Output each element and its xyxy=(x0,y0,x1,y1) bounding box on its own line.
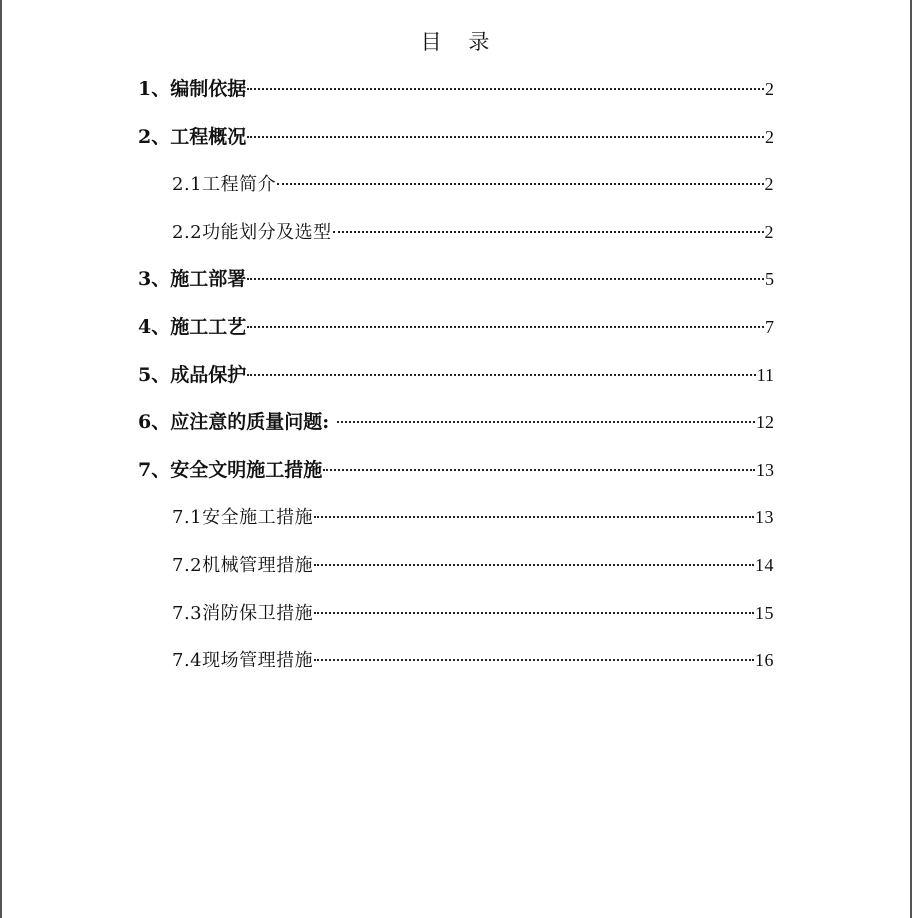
table-of-contents xyxy=(138,72,774,691)
toc-dot-leader xyxy=(314,659,754,661)
toc-entry-page: 7 xyxy=(765,316,774,337)
toc-subentry[interactable] xyxy=(138,643,774,691)
toc-entry[interactable] xyxy=(138,453,774,501)
toc-entry-number: 7、 xyxy=(138,458,171,481)
toc-dot-leader xyxy=(323,469,755,471)
toc-entry-number: 7.2 xyxy=(172,554,203,576)
toc-entry-text: 应注意的质量问题: xyxy=(170,411,336,434)
toc-entry-text: 安全施工措施 xyxy=(202,507,314,529)
toc-entry-text: 机械管理措施 xyxy=(202,554,314,576)
toc-entry-page: 2 xyxy=(764,221,774,242)
toc-entry-page: 2 xyxy=(764,174,774,195)
toc-entry[interactable] xyxy=(138,358,774,406)
toc-subentry[interactable] xyxy=(138,167,774,215)
toc-entry-number: 7.1 xyxy=(172,507,203,529)
toc-title: 目 录 xyxy=(420,30,500,54)
toc-entry-text: 成品保护 xyxy=(170,363,247,386)
page-edge-left xyxy=(0,0,2,918)
toc-entry-text: 工程简介 xyxy=(202,174,277,196)
toc-subentry[interactable] xyxy=(138,548,774,596)
toc-entry-page: 13 xyxy=(755,507,774,528)
toc-entry[interactable] xyxy=(138,310,774,358)
toc-subentry[interactable] xyxy=(138,500,774,548)
toc-dot-leader xyxy=(277,183,763,185)
toc-subentry[interactable] xyxy=(138,215,774,263)
toc-entry-page: 13 xyxy=(756,459,774,480)
toc-entry-page: 2 xyxy=(765,126,774,147)
toc-entry[interactable] xyxy=(138,405,774,453)
toc-dot-leader xyxy=(247,136,764,138)
toc-dot-leader xyxy=(314,516,754,518)
toc-dot-leader xyxy=(333,231,764,233)
toc-entry-text: 编制依据 xyxy=(170,78,247,100)
toc-entry-text: 施工工艺 xyxy=(170,315,247,338)
toc-entry-number: 2.1 xyxy=(172,174,203,196)
toc-entry-page: 15 xyxy=(755,602,774,623)
toc-entry-number: 1、 xyxy=(138,78,171,100)
toc-dot-leader xyxy=(247,374,755,376)
toc-entry[interactable] xyxy=(138,120,774,168)
toc-entry-number: 2、 xyxy=(138,125,171,148)
toc-entry-page: 2 xyxy=(765,79,774,99)
toc-subentry[interactable] xyxy=(138,596,774,644)
toc-entry-number: 6、 xyxy=(138,411,171,434)
toc-entry-text: 现场管理措施 xyxy=(202,650,314,672)
toc-entry-number: 3、 xyxy=(138,268,171,291)
toc-entry-text: 消防保卫措施 xyxy=(202,602,314,624)
toc-dot-leader xyxy=(247,88,764,90)
toc-dot-leader xyxy=(314,612,754,614)
toc-entry-number: 4、 xyxy=(138,315,171,338)
toc-dot-leader xyxy=(314,564,754,566)
toc-entry-text: 工程概况 xyxy=(170,125,247,148)
toc-entry-text: 施工部署 xyxy=(170,268,247,291)
toc-entry-page: 12 xyxy=(756,412,774,433)
toc-entry[interactable] xyxy=(138,72,774,120)
toc-dot-leader xyxy=(337,421,755,423)
toc-entry-number: 7.4 xyxy=(172,650,203,672)
toc-entry-page: 11 xyxy=(756,364,774,385)
toc-entry-page: 5 xyxy=(765,269,774,290)
toc-entry-number: 7.3 xyxy=(172,602,203,624)
toc-dot-leader xyxy=(247,278,764,280)
toc-entry-page: 14 xyxy=(755,554,774,575)
toc-entry-page: 16 xyxy=(755,650,774,671)
toc-entry-text: 功能划分及选型 xyxy=(202,221,332,243)
toc-dot-leader xyxy=(247,326,764,328)
toc-entry[interactable] xyxy=(138,262,774,310)
toc-entry-text: 安全文明施工措施 xyxy=(170,458,323,481)
toc-entry-number: 5、 xyxy=(138,363,171,386)
toc-entry-number: 2.2 xyxy=(172,221,203,243)
